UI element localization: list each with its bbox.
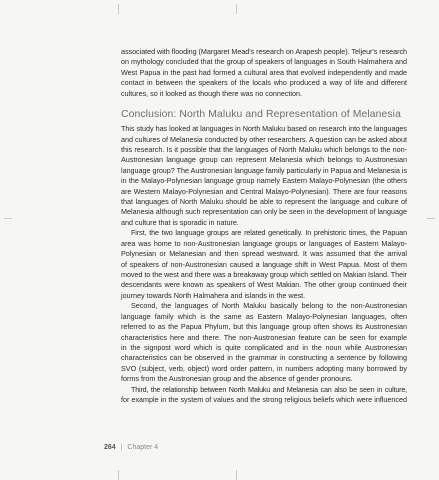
paragraph-4 [121,385,407,406]
crop-mark [236,4,237,14]
crop-mark [4,218,12,219]
text-line: moved to the west and there was a breakaway group which settled on Makian Island. Their [121,270,408,280]
paragraph-2 [121,228,407,301]
crop-mark [118,4,119,14]
text-line: this research. Is it possible that the languages of North Maluku which belongs to the non- [121,144,407,154]
text-line: and cultures of Melanesia conducted by other researchers. A question can be asked about [121,134,408,144]
text-column [121,47,407,406]
text-line: associated with flooding (Margaret Mead's research on Arapesh people). Teljeur's research [121,47,407,56]
text-line: Second, the languages of North Maluku basically belong to the non-Austronesian [131,301,407,311]
text-line: descendants were known as speakers of West Makian. The other group continued their [121,280,407,290]
text-line: Polynesian or Melanesian and then spread westward. It was assumed that the arrival [121,249,407,259]
paragraph-3 [121,301,407,384]
text-line: that languages of North Maluku should be able to represent the language and culture of [121,197,407,207]
text-line: West Papua in the past had formed a cultural area that evolved independently and made [121,67,407,77]
text-line: of speakers of non-Austronesian caused a language shift in West Papua. Most of them [121,259,407,269]
text-line: language family which is the same as Eastern Malayo-Polynesian languages, often [121,311,407,321]
text-line: characteristics can be observed in the grammar in constructing a sentence by following [121,353,407,363]
page-footer [104,444,158,451]
text-line: This study has looked at languages in North Maluku based on research into the languages [121,124,407,134]
page-number: 264 [104,444,116,451]
text-line: on mythology concluded that the group of speakers of languages in South Halmahera and [121,57,407,67]
text-line: contact in between the speakers of the locals who produced a way of life and different [121,78,407,88]
text-line: for example in the system of values and the strong religious beliefs which were influenced [121,395,407,405]
text-line: are Western Malayo-Polynesian and Central Malayo-Polynesian). There are four reasons [121,186,407,196]
text-line: First, the two language groups are related genetically. In prehistoric times, the Papuan [131,228,407,238]
text-line: in the Malayo-Polynesian language group namely Eastern Malayo-Polynesian (the others [121,176,407,186]
text-line: area was home to non-Austronesian language groups or languages of Eastern Malayo- [121,238,407,248]
crop-mark [236,470,237,480]
text-line: cultures, so it looked as though there was no connection. [121,88,302,98]
section-heading: Conclusion: North Maluku and Representation of Melanesia [121,109,401,121]
text-line: Third, the relationship between North Maluku and Melanesia can also be seen in culture, [131,384,407,394]
text-line: forms from the Austronesian group and the absence of gender pronouns. [121,374,353,384]
intro-paragraph [121,47,407,99]
text-line: characteristics here and there. The non-Austronesian feature can be seen for example [121,332,407,342]
text-line: journey towards North Halmahera and islands in the west. [121,290,306,300]
text-line: SVO (subject, verb, object) word order pattern, in numbers adopting many borrowed by [121,363,407,373]
text-line: language group? The Austronesian language family particularly in Papua and Melanesia is [121,165,408,175]
footer-separator: | [120,444,123,451]
text-line: Melanesia although such representation can only be seen in the development of language [121,207,408,217]
text-line: Austronesian language group can represent Melanesia which belongs to Austronesian [121,155,407,165]
text-line: referred to as the Papua Phylum, but this language group often shows its Austronesian [121,322,407,332]
text-line: and culture that is sporadic in nature. [121,217,239,227]
crop-mark [427,218,435,219]
chapter-label: Chapter 4 [127,444,159,451]
text-line: in the signpost word which is quite complicated and in the noun while Austronesian [121,342,407,352]
paragraph-1 [121,124,407,228]
crop-mark [118,470,119,480]
